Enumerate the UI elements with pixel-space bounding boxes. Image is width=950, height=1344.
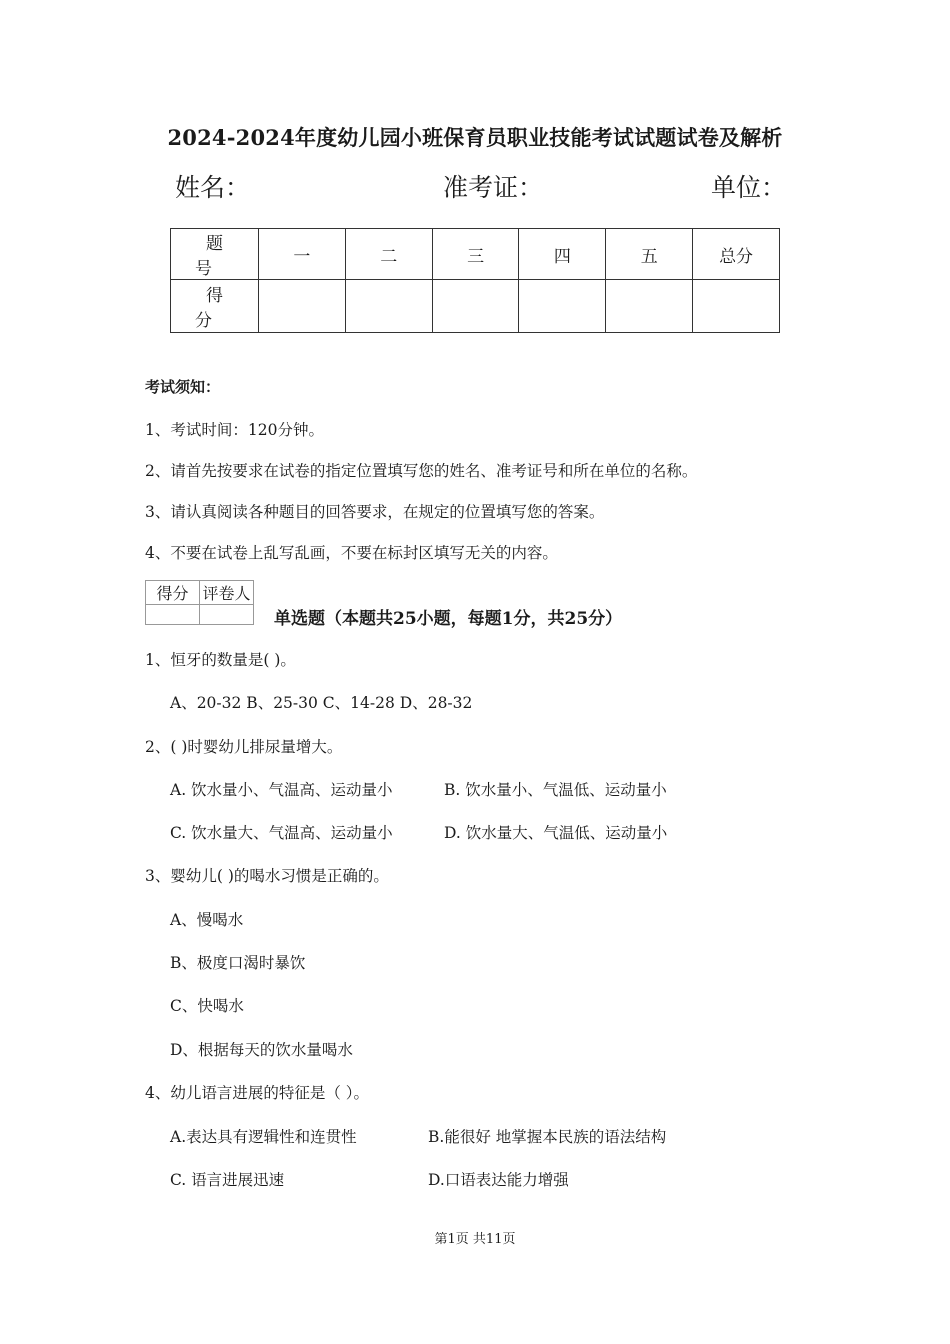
- grader-table-grader-cell: [200, 605, 254, 625]
- question-stem: 3、婴幼儿( )的喝水习惯是正确的。: [145, 867, 389, 885]
- score-table-col-4: 四: [519, 229, 606, 280]
- score-cell: [432, 280, 519, 333]
- score-cell: [345, 280, 432, 333]
- grader-table: [145, 580, 254, 625]
- notice-heading: 考试须知：: [145, 378, 221, 396]
- score-table-col-5: 五: [606, 229, 693, 280]
- score-table: [170, 228, 780, 333]
- option-b: B. 饮水量小、气温低、运动量小: [444, 781, 667, 799]
- score-cell: [519, 280, 606, 333]
- score-table-header-row: [171, 229, 780, 280]
- option-a: A. 饮水量小、气温高、运动量小: [170, 781, 393, 799]
- score-table-score-row: [171, 280, 780, 333]
- document-title: 2024-2024年度幼儿园小班保育员职业技能考试试题试卷及解析: [167, 125, 783, 150]
- option-d: D. 饮水量大、气温低、运动量小: [444, 824, 668, 842]
- notice-item: 1、考试时间：120分钟。: [145, 421, 324, 439]
- score-table-question-no-label: 题 号: [171, 229, 259, 280]
- option-a: A、慢喝水: [170, 911, 244, 929]
- grader-table-score-cell: [146, 605, 200, 625]
- section-heading: 单选题（本题共25小题，每题1分，共25分）: [274, 609, 623, 629]
- score-table-col-3: 三: [432, 229, 519, 280]
- option-c: C、快喝水: [170, 997, 244, 1015]
- grader-table-grader-label: 评卷人: [200, 581, 254, 605]
- name-label: 姓名：: [175, 173, 251, 202]
- notice-item: 2、请首先按要求在试卷的指定位置填写您的姓名、准考证号和所在单位的名称。: [145, 462, 698, 480]
- score-cell-total: [693, 280, 780, 333]
- option-a: A.表达具有逻辑性和连贯性: [170, 1128, 357, 1146]
- option-d: D.口语表达能力增强: [428, 1171, 569, 1189]
- option-c: C. 语言进展迅速: [170, 1171, 285, 1189]
- option-d: D、根据每天的饮水量喝水: [170, 1041, 353, 1059]
- question-options: A、20-32 B、25-30 C、14-28 D、28-32: [170, 694, 473, 712]
- score-cell: [259, 280, 346, 333]
- option-b: B.能很好 地掌握本民族的语法结构: [428, 1128, 667, 1146]
- question-stem: 2、( )时婴幼儿排尿量增大。: [145, 738, 343, 756]
- score-table-col-1: 一: [259, 229, 346, 280]
- score-table-score-label: 得 分: [171, 280, 259, 333]
- score-table-col-2: 二: [345, 229, 432, 280]
- question-stem: 1、恒牙的数量是( )。: [145, 651, 296, 669]
- notice-item: 3、请认真阅读各种题目的回答要求，在规定的位置填写您的答案。: [145, 503, 605, 521]
- page-footer: 第1页 共11页: [434, 1232, 516, 1247]
- exam-number-label: 准考证：: [443, 173, 544, 202]
- question-stem: 4、幼儿语言进展的特征是（ ）。: [145, 1084, 370, 1102]
- notice-item: 4、不要在试卷上乱写乱画，不要在标封区填写无关的内容。: [145, 544, 558, 562]
- option-b: B、极度口渴时暴饮: [170, 954, 306, 972]
- unit-label: 单位：: [711, 173, 787, 202]
- option-c: C. 饮水量大、气温高、运动量小: [170, 824, 393, 842]
- score-table-col-total: 总分: [693, 229, 780, 280]
- score-cell: [606, 280, 693, 333]
- grader-table-score-label: 得分: [146, 581, 200, 605]
